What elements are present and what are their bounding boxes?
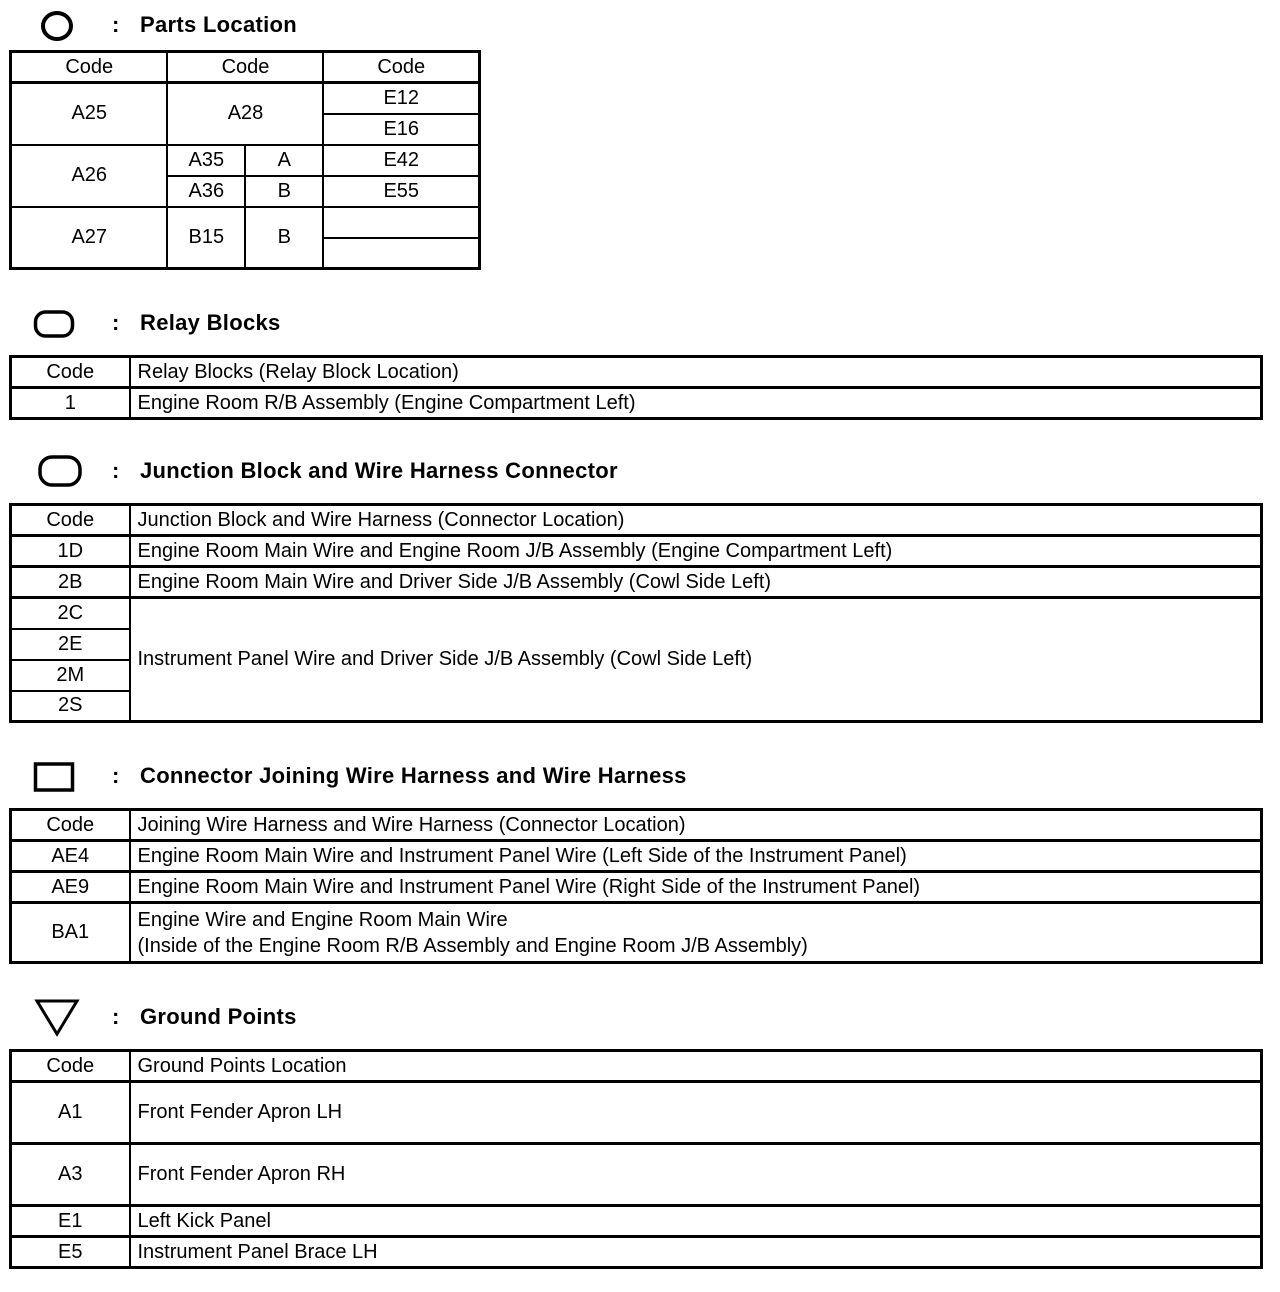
header-description: Joining Wire Harness and Wire Harness (Connector Location)	[130, 810, 1262, 841]
triangle-icon	[33, 996, 81, 1038]
parts-location-heading	[0, 8, 1280, 42]
code-cell: B	[245, 176, 323, 207]
rounded-rectangle-icon	[33, 309, 75, 339]
code-cell: A25	[11, 83, 168, 145]
code-cell: 2C	[11, 598, 130, 629]
description-cell	[130, 903, 1262, 963]
relay-blocks-table	[9, 355, 1263, 420]
ground-points-table	[9, 1049, 1263, 1269]
description-line: (Inside of the Engine Room R/B Assembly and Engine Room J/B Assembly)	[137, 934, 808, 957]
relay-blocks-heading	[0, 306, 1280, 340]
heading-colon: :	[112, 763, 120, 788]
code-cell: A	[245, 145, 323, 176]
connector-joining-heading	[0, 759, 1280, 793]
description-cell: Engine Room Main Wire and Engine Room J/B Assembly (Engine Compartment Left)	[130, 536, 1262, 567]
description-cell: Engine Room R/B Assembly (Engine Compartment Left)	[130, 388, 1262, 419]
section-title: Junction Block and Wire Harness Connector	[140, 458, 618, 483]
heading-colon: :	[112, 12, 120, 37]
code-cell: A3	[11, 1144, 130, 1206]
section-title: Connector Joining Wire Harness and Wire Harness	[140, 763, 687, 788]
header-code: Code	[167, 52, 323, 83]
header-description: Relay Blocks (Relay Block Location)	[130, 357, 1262, 388]
description-cell: Engine Room Main Wire and Instrument Panel Wire (Right Side of the Instrument Panel)	[130, 872, 1262, 903]
code-cell: E55	[323, 176, 479, 207]
description-line: Engine Wire and Engine Room Main Wire	[137, 908, 508, 931]
rounded-square-icon	[37, 454, 83, 488]
code-cell: E42	[323, 145, 479, 176]
code-cell: A28	[167, 83, 323, 145]
description-cell: Front Fender Apron LH	[130, 1082, 1262, 1144]
header-code: Code	[11, 357, 130, 388]
ground-points-heading	[0, 1000, 1280, 1034]
code-cell: A36	[167, 176, 245, 207]
empty-cell	[323, 238, 479, 269]
header-code: Code	[323, 52, 479, 83]
header-code: Code	[11, 505, 130, 536]
code-cell: 2E	[11, 629, 130, 660]
header-description: Ground Points Location	[130, 1051, 1262, 1082]
square-icon	[33, 761, 75, 793]
code-cell: 2M	[11, 660, 130, 691]
connector-joining-table	[9, 808, 1263, 964]
code-cell: A1	[11, 1082, 130, 1144]
section-title: Parts Location	[140, 12, 298, 37]
code-cell: A27	[11, 207, 168, 269]
code-cell: AE9	[11, 872, 130, 903]
code-cell: A35	[167, 145, 245, 176]
code-cell: 2B	[11, 567, 130, 598]
section-title: Relay Blocks	[140, 310, 281, 335]
heading-colon: :	[112, 310, 120, 335]
code-cell: B	[245, 207, 323, 269]
code-cell: 2S	[11, 691, 130, 722]
description-cell: Instrument Panel Wire and Driver Side J/B Assembly (Cowl Side Left)	[130, 598, 1262, 722]
description-cell: Left Kick Panel	[130, 1206, 1262, 1237]
heading-colon: :	[112, 458, 120, 483]
description-cell: Front Fender Apron RH	[130, 1144, 1262, 1206]
junction-block-heading	[0, 454, 1280, 488]
code-cell: E16	[323, 114, 479, 145]
code-cell: AE4	[11, 841, 130, 872]
code-cell: E5	[11, 1237, 130, 1268]
header-code: Code	[11, 810, 130, 841]
description-cell: Instrument Panel Brace LH	[130, 1237, 1262, 1268]
code-cell: 1D	[11, 536, 130, 567]
code-cell: E12	[323, 83, 479, 114]
code-cell: 1	[11, 388, 130, 419]
circle-icon	[40, 10, 74, 42]
description-cell: Engine Room Main Wire and Driver Side J/B Assembly (Cowl Side Left)	[130, 567, 1262, 598]
header-code: Code	[11, 1051, 130, 1082]
heading-colon: :	[112, 1004, 120, 1029]
header-code: Code	[11, 52, 168, 83]
empty-cell	[323, 207, 479, 238]
junction-block-table	[9, 503, 1263, 723]
header-description: Junction Block and Wire Harness (Connector Location)	[130, 505, 1262, 536]
description-cell: Engine Room Main Wire and Instrument Panel Wire (Left Side of the Instrument Panel)	[130, 841, 1262, 872]
section-title: Ground Points	[140, 1004, 297, 1029]
code-cell: BA1	[11, 903, 130, 963]
parts-location-table	[9, 50, 481, 270]
code-cell: E1	[11, 1206, 130, 1237]
code-cell: A26	[11, 145, 168, 207]
code-cell: B15	[167, 207, 245, 269]
